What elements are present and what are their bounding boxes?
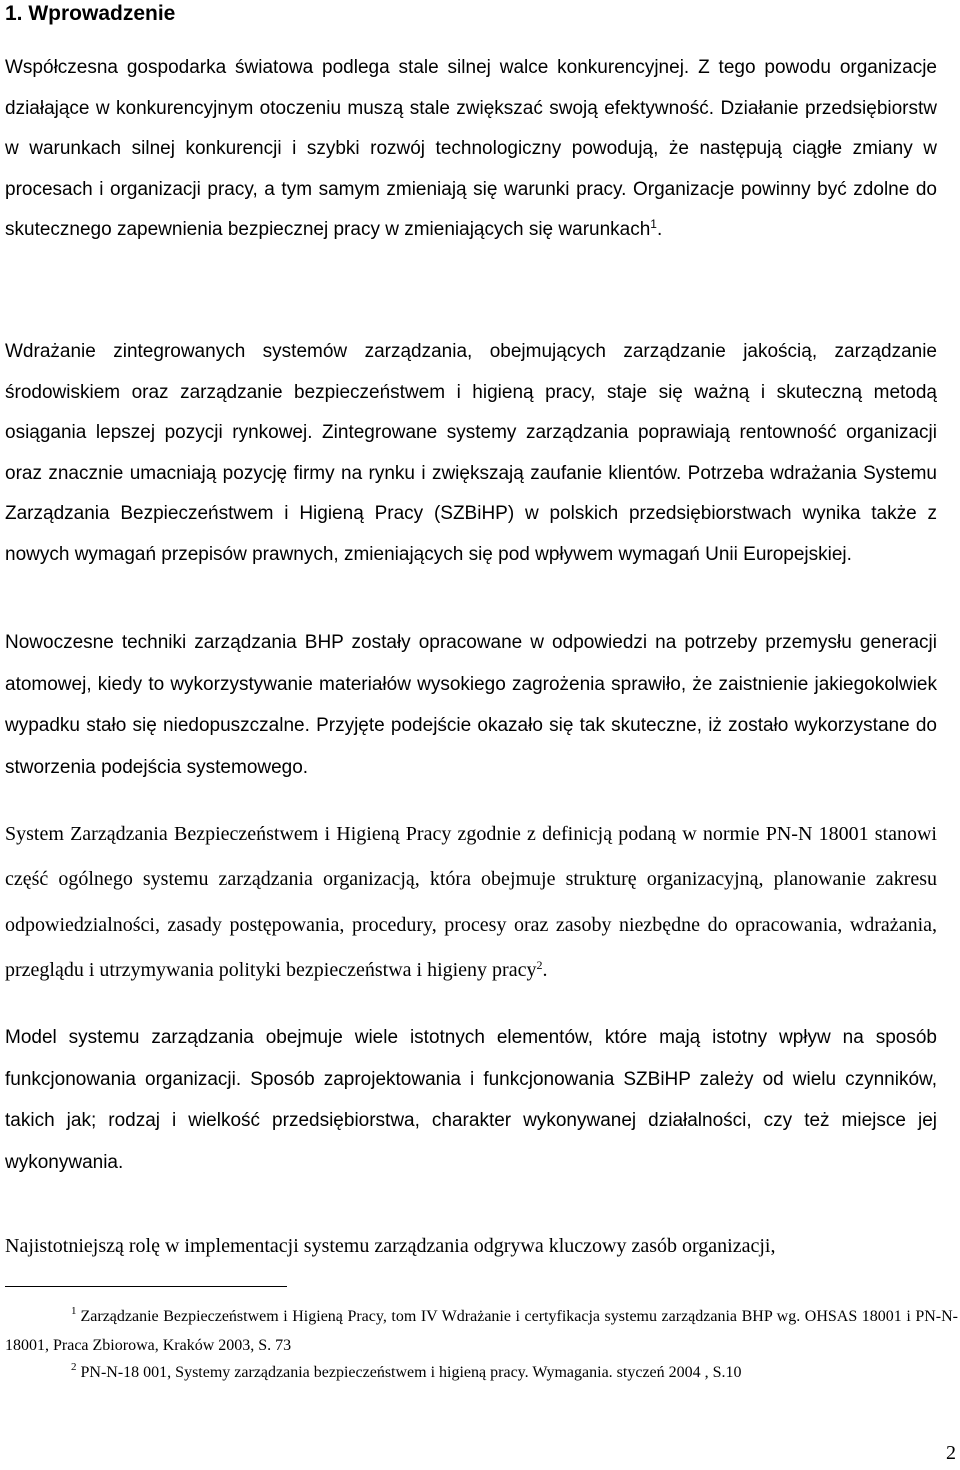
paragraph-text: Najistotniejszą rolę w implementacji systemu zarządzania odgrywa kluczowy zasób organizacji, — [5, 1235, 776, 1257]
footnote-number: 2 — [71, 1361, 77, 1373]
paragraph-bhp-techniques — [5, 622, 937, 789]
paragraph-key-resource — [5, 1232, 937, 1260]
paragraph-intro — [5, 48, 937, 251]
paragraph-szbihp-definition — [5, 812, 937, 993]
paragraph-text: Wdrażanie zintegrowanych systemów zarządzania, obejmujących zarządzanie jakością, zarządzanie środowiskiem oraz zarządzanie bezpieczeństwem i higieną pracy, staje się ważną i skuteczną metodą osiągania lepszej pozycji rynkowej. Zintegrowane systemy zarządzania poprawiają rentowność organizacji oraz znacznie umacniają pozycję firmy na rynku i zwiększają zaufanie klientów. Potrzeba wdrażania Systemu Zarządzania Bezpieczeństwem i Higieną Pracy (SZBiHP) w polskich przedsiębiorstwach wynika także z nowych wymagań przepisów prawnych, zmieniających się pod wpływem wymagań Unii Europejskiej. — [5, 341, 937, 565]
page-number: 2 — [946, 1442, 956, 1464]
paragraph-text: Współczesna gospodarka światowa podlega stale silnej walce konkurencyjnej. Z tego powodu organizacje działające w konkurencyjnym otoczeniu muszą stale zwiększać swoją efektywność. Działanie przedsiębiorstw w warunkach silnej konkurencji i szybki rozwój technologiczny powodują, że następują ciągłe zmiany w procesach i organizacji pracy, a tym samym zmieniają się warunki pracy. Organizacje powinny być zdolne do skutecznego zapewnienia bezpiecznej pracy w zmieniających się warunkach — [5, 57, 937, 240]
paragraph-end: . — [656, 219, 663, 240]
footnote-2 — [5, 1358, 958, 1387]
paragraph-text: Model systemu zarządzania obejmuje wiele istotnych elementów, które mają istotny wpływ na sposób funkcjonowania organizacji. Sposób zaprojektowania i funkcjonowania SZBiHP zależy od wielu czynników, takich jak; rodzaj i wielkość przedsiębiorstwa, charakter wykonywanej działalności, czy też miejsce jej wykonywania. — [5, 1027, 937, 1174]
footnote-separator — [5, 1286, 287, 1287]
paragraph-text: System Zarządzania Bezpieczeństwem i Higieną Pracy zgodnie z definicją podaną w normie PN-N 18001 stanowi część ogólnego systemu zarządzania organizacją, która obejmuje strukturę organizacyjną, planowanie zakresu odpowiedzialności, zasady postępowania, procedury, procesy oraz zasoby niezbędne do opracowania, wdrażania, przeglądu i utrzymywania polityki bezpieczeństwa i higieny pracy — [5, 823, 937, 981]
footnote-ref-2[interactable]: 2 — [536, 957, 543, 972]
footnote-number: 1 — [71, 1305, 77, 1317]
footnote-ref-1[interactable]: 1 — [650, 217, 657, 231]
paragraph-end: . — [542, 958, 548, 981]
footnote-text: Zarządzanie Bezpieczeństwem i Higieną Pracy, tom IV Wdrażanie i certyfikacja systemu zarządzania BHP wg. OHSAS 18001 i PN-N-18001, Praca Zbiorowa, Kraków 2003, S. 73 — [5, 1308, 958, 1354]
paragraph-system-model — [5, 1017, 937, 1184]
footnote-1 — [5, 1302, 958, 1360]
paragraph-integrated-systems — [5, 332, 937, 575]
section-heading: 1. Wprowadzenie — [5, 2, 176, 25]
footnote-text: PN-N-18 001, Systemy zarządzania bezpieczeństwem i higieną pracy. Wymagania. styczeń 2004 , S.10 — [80, 1364, 742, 1381]
paragraph-text: Nowoczesne techniki zarządzania BHP zostały opracowane w odpowiedzi na potrzeby przemysłu generacji atomowej, kiedy to wykorzystywanie materiałów wysokiego zagrożenia sprawiło, że zaistnienie jakiegokolwiek wypadku stało się niedopuszczalne. Przyjęte podejście okazało się tak skuteczne, iż zostało wykorzystane do stworzenia podejścia systemowego. — [5, 632, 937, 779]
